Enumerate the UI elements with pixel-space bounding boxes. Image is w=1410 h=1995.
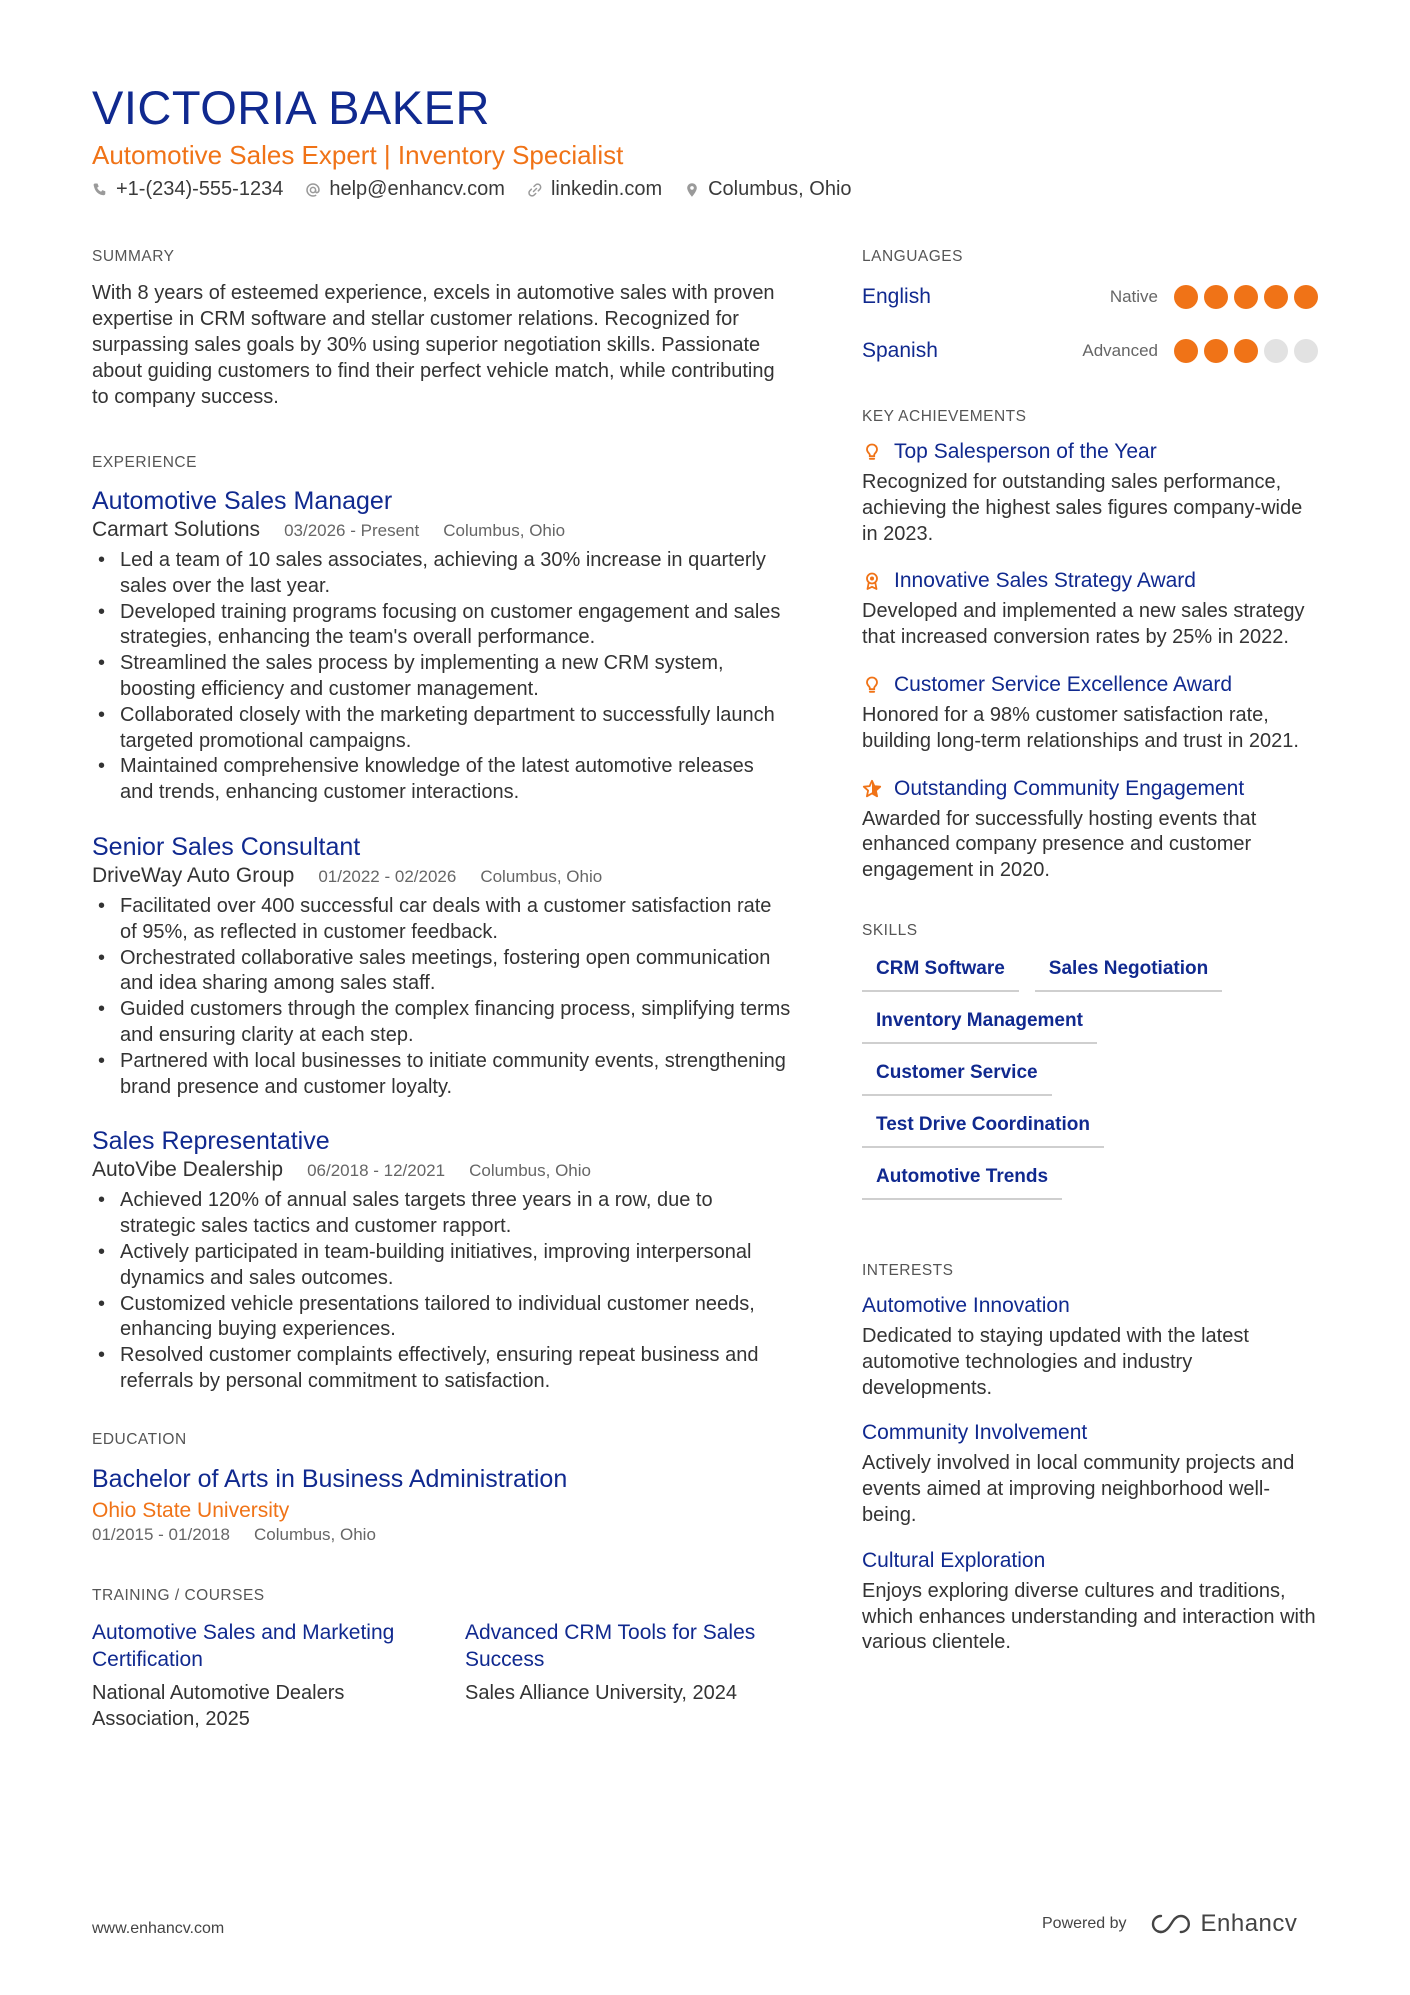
skill-tag: Test Drive Coordination — [862, 1114, 1104, 1148]
powered-by-label: Powered by — [1042, 1915, 1127, 1932]
education-school: Ohio State University — [92, 1498, 290, 1522]
interests-section — [862, 1262, 1322, 1656]
achievement-item — [862, 777, 1322, 884]
rating-dot — [1264, 285, 1288, 309]
job-entry — [92, 486, 792, 806]
languages-section — [862, 248, 1322, 378]
achievement-title: Top Salesperson of the Year — [894, 440, 1157, 463]
job-entry — [92, 832, 792, 1100]
education-location: Columbus, Ohio — [254, 1524, 376, 1544]
rating-dot — [1294, 285, 1318, 309]
course-provider: National Automotive Dealers Association, 2025 — [92, 1681, 345, 1730]
course-provider: Sales Alliance University, 2024 — [465, 1681, 737, 1704]
job-bullet: • Facilitated over 400 successful car deals with a customer satisfaction rate of 95%, as reflected in customer feedback. — [92, 894, 792, 946]
job-bullet: • Maintained comprehensive knowledge of the latest automotive releases and trends, enhancing customer interactions. — [92, 754, 792, 806]
achievement-desc: Awarded for successfully hosting events that enhanced company presence and customer engagement in 2020. — [862, 807, 1257, 882]
experience-section — [92, 454, 792, 1395]
skills-heading: SKILLS — [862, 921, 918, 939]
summary-text: With 8 years of esteemed experience, excels in automotive sales with proven expertise in CRM software and stellar customer relations. Recognized for surpassing sales goals by 30% using superior negotiation skills. Passionate about guiding customers to find their perfect vehicle match, while contributing to company success. — [92, 282, 775, 408]
achievements-heading: KEY ACHIEVEMENTS — [862, 408, 1027, 425]
interest-desc: Actively involved in local community projects and events aimed at improving neighborhood well-being. — [862, 1452, 1295, 1526]
job-title: Automotive Sales Manager — [92, 487, 393, 515]
job-bullet: • Orchestrated collaborative sales meetings, fostering open communication and idea sharing among sales staff. — [92, 946, 792, 998]
job-title: Senior Sales Consultant — [92, 832, 361, 861]
course-item — [465, 1619, 792, 1733]
interest-desc: Dedicated to staying updated with the latest automotive technologies and industry developments. — [862, 1324, 1249, 1399]
rating-dot — [1264, 339, 1288, 363]
achievement-title: Innovative Sales Strategy Award — [894, 569, 1196, 593]
training-section — [92, 1587, 792, 1733]
job-bullet: • Partnered with local businesses to initiate community events, strengthening brand presence and customer loyalty. — [92, 1049, 792, 1101]
linkedin-text: linkedin.com — [550, 178, 663, 200]
course-title: Automotive Sales and Marketing Certification — [92, 1620, 395, 1671]
contact-phone[interactable] — [92, 178, 283, 201]
job-meta — [92, 518, 792, 542]
job-meta — [92, 1158, 792, 1182]
contact-bar — [92, 178, 852, 201]
email-text: help@enhancv.com — [329, 178, 505, 200]
job-bullet: • Customized vehicle presentations tailored to individual customer needs, enhancing buying experiences. — [92, 1292, 792, 1344]
language-level: Advanced — [1082, 341, 1158, 360]
language-row — [862, 324, 1322, 378]
skill-tag: Customer Service — [862, 1062, 1052, 1096]
education-section — [92, 1431, 792, 1545]
contact-location — [684, 178, 851, 201]
rating-dot — [1234, 285, 1258, 309]
language-name: Spanish — [862, 339, 938, 362]
course-title: Advanced CRM Tools for Sales Success — [465, 1620, 756, 1671]
rating-dot — [1294, 339, 1318, 363]
summary-section — [92, 248, 792, 410]
job-bullet: • Streamlined the sales process by implementing a new CRM system, boosting efficiency and customer management. — [92, 651, 792, 703]
job-bullets — [92, 894, 792, 1100]
footer-website[interactable]: www.enhancv.com — [92, 1920, 225, 1937]
job-location: Columbus, Ohio — [469, 1161, 591, 1181]
job-bullet: • Developed training programs focusing on customer engagement and sales strategies, enhancing the team's overall performance. — [92, 600, 792, 652]
achievement-title: Customer Service Excellence Award — [894, 672, 1233, 696]
contact-email[interactable] — [305, 178, 505, 201]
job-company: AutoVibe Dealership — [92, 1158, 284, 1182]
job-meta — [92, 864, 792, 888]
location-pin-icon — [684, 182, 700, 198]
language-name: English — [862, 285, 931, 308]
interest-title: Automotive Innovation — [862, 1293, 1070, 1317]
interest-item — [862, 1549, 1322, 1656]
location-text: Columbus, Ohio — [708, 178, 852, 200]
skill-list — [862, 958, 1282, 1200]
star-icon — [862, 779, 882, 799]
rating-dot — [1204, 339, 1228, 363]
interest-title: Community Involvement — [862, 1421, 1088, 1445]
candidate-title: Automotive Sales Expert | Inventory Specialist — [92, 140, 624, 170]
job-location: Columbus, Ohio — [443, 521, 566, 540]
rating-dot — [1174, 339, 1198, 363]
interest-item — [862, 1294, 1322, 1401]
course-item — [92, 1619, 419, 1733]
education-dates: 01/2015 - 01/2018 — [92, 1524, 231, 1544]
brand-logo[interactable] — [1147, 1910, 1298, 1938]
achievement-title: Outstanding Community Engagement — [894, 776, 1245, 800]
at-icon — [305, 182, 321, 198]
job-bullets — [92, 1188, 792, 1394]
achievement-desc: Developed and implemented a new sales strategy that increased conversion rates by 25% in 2022. — [862, 600, 1305, 649]
job-dates: 03/2026 - Present — [284, 521, 420, 540]
skills-section — [862, 922, 1322, 1200]
achievement-desc: Honored for a 98% customer satisfaction rate, building long-term relationships and trust in 2021. — [862, 703, 1299, 752]
interest-desc: Enjoys exploring diverse cultures and traditions, which enhances understanding and interaction with various clientele. — [862, 1579, 1316, 1654]
job-dates: 01/2022 - 02/2026 — [318, 866, 457, 886]
job-bullet: • Achieved 120% of annual sales targets three years in a row, due to strategic sales tactics and customer rapport. — [92, 1188, 792, 1240]
lightbulb-icon — [862, 442, 882, 462]
job-location: Columbus, Ohio — [480, 866, 603, 886]
enhancv-logo-icon — [1147, 1912, 1191, 1936]
education-degree: Bachelor of Arts in Business Administration — [92, 1464, 568, 1493]
job-dates: 06/2018 - 12/2021 — [307, 1161, 446, 1181]
summary-heading: SUMMARY — [92, 248, 175, 265]
achievement-desc: Recognized for outstanding sales performance, achieving the highest sales figures company-wide in 2023. — [862, 471, 1303, 545]
language-row — [862, 270, 1322, 324]
interest-title: Cultural Exploration — [862, 1548, 1046, 1572]
job-bullet: • Led a team of 10 sales associates, achieving a 30% increase in quarterly sales over the last year. — [92, 548, 792, 600]
skill-tag: Automotive Trends — [862, 1166, 1062, 1200]
education-meta — [92, 1525, 792, 1545]
language-level: Native — [1109, 287, 1158, 306]
training-heading: TRAINING / COURSES — [92, 1586, 265, 1604]
skill-tag: Inventory Management — [862, 1010, 1097, 1044]
course-list — [92, 1619, 792, 1733]
languages-heading: LANGUAGES — [862, 248, 963, 265]
achievements-section — [862, 408, 1322, 884]
interest-item — [862, 1421, 1322, 1528]
job-bullet: • Collaborated closely with the marketing department to successfully launch targeted promotional campaigns. — [92, 703, 792, 755]
language-rating — [1174, 339, 1318, 363]
phone-icon — [92, 182, 108, 198]
achievement-item — [862, 440, 1322, 547]
rating-dot — [1234, 339, 1258, 363]
job-bullets — [92, 548, 792, 806]
right-column — [862, 248, 1322, 1676]
achievement-item — [862, 569, 1322, 651]
contact-linkedin[interactable] — [527, 178, 662, 201]
job-bullet: • Guided customers through the complex financing process, simplifying terms and ensuring clarity at each step. — [92, 997, 792, 1049]
job-bullet: • Actively participated in team-building initiatives, improving interpersonal dynamics and sales outcomes. — [92, 1240, 792, 1292]
job-bullet: • Resolved customer complaints effectively, ensuring repeat business and referrals by personal commitment to satisfaction. — [92, 1343, 792, 1395]
skill-tag: CRM Software — [862, 958, 1019, 992]
interests-heading: INTERESTS — [862, 1261, 954, 1279]
job-title: Sales Representative — [92, 1127, 330, 1156]
job-company: Carmart Solutions — [92, 518, 261, 541]
rating-dot — [1174, 285, 1198, 309]
brand-name: Enhancv — [1200, 1910, 1298, 1937]
education-heading: EDUCATION — [92, 1430, 187, 1448]
award-icon — [862, 571, 882, 591]
job-entry — [92, 1126, 792, 1394]
candidate-name: VICTORIA BAKER — [92, 81, 490, 134]
lightbulb-icon — [862, 675, 882, 695]
link-icon — [527, 182, 543, 198]
job-company: DriveWay Auto Group — [92, 863, 295, 887]
skill-tag: Sales Negotiation — [1035, 958, 1222, 992]
rating-dot — [1204, 285, 1228, 309]
left-column — [92, 248, 792, 1732]
experience-heading: EXPERIENCE — [92, 454, 197, 471]
language-rating — [1174, 285, 1318, 309]
phone-text: +1-(234)-555-1234 — [116, 178, 284, 200]
footer-branding — [1042, 1910, 1297, 1938]
achievement-item — [862, 673, 1322, 755]
